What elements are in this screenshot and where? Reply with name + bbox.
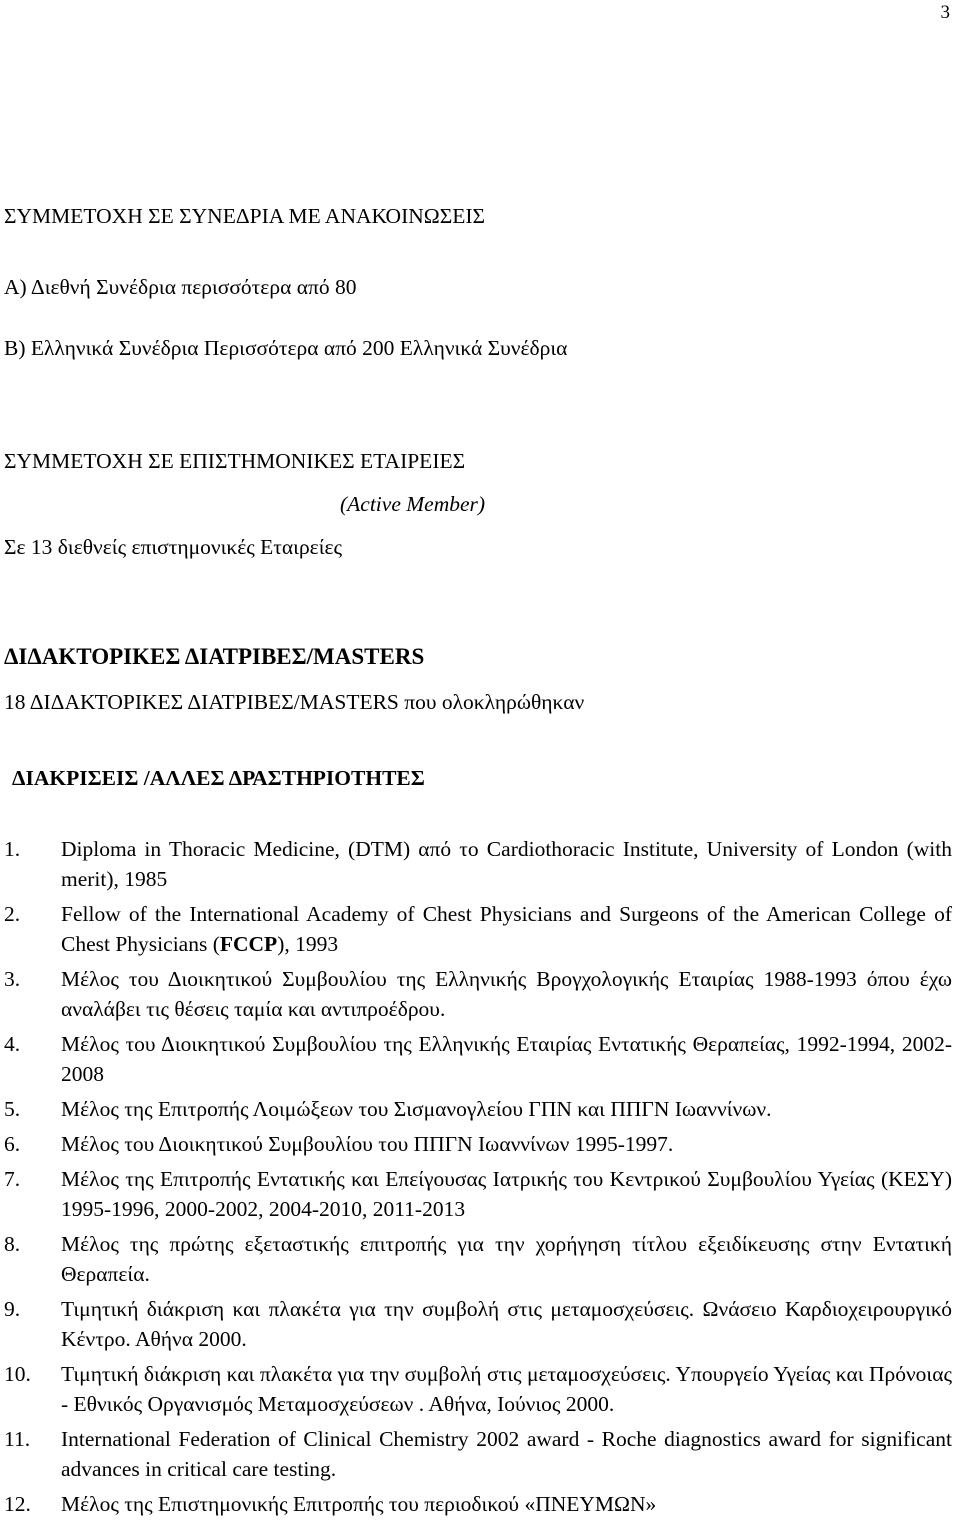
list-item [4, 1424, 952, 1484]
item-number: 5. [4, 1097, 21, 1121]
list-item [4, 964, 952, 1024]
list-item [4, 1129, 952, 1159]
item-number: 6. [4, 1132, 21, 1156]
item-text: Μέλος της Επιτροπής Λοιμώξεων του Σισμανογλείου ΓΠΝ και ΠΠΓΝ Ιωαννίνων. [61, 1097, 772, 1121]
item-number: 9. [4, 1297, 21, 1321]
page-number: 3 [940, 2, 950, 23]
item-text: Μέλος του Διοικητικού Συμβουλίου της Ελληνικής Εταιρίας Εντατικής Θεραπείας, 1992-1994, 2002-2008 [61, 1032, 952, 1086]
list-item [4, 1294, 952, 1354]
active-member-note: (Active Member) [340, 492, 486, 516]
item-text: Diploma in Thoracic Medicine, (DTM) από το Cardiothoracic Institute, University of London (with merit), 1985 [61, 837, 952, 891]
item-number: 2. [4, 902, 21, 926]
item-text: Μέλος του Διοικητικού Συμβουλίου της Ελληνικής Βρογχολογικής Εταιρίας 1988-1993 όπου έχω αναλάβει τις θέσεις ταμία και αντιπροέδρου. [61, 967, 952, 1021]
fccp-abbrev: FCCP [219, 932, 278, 956]
greek-conferences-line: Β) Ελληνικά Συνέδρια Περισσότερα από 200 Ελληνικά Συνέδρια [4, 336, 568, 360]
list-item [4, 1029, 952, 1089]
list-item [4, 834, 952, 894]
item-number: 3. [4, 967, 21, 991]
theses-line: 18 ΔΙΔΑΚΤΟΡΙΚΕΣ ΔΙΑΤΡΙΒΕΣ/MASTERS που ολοκληρώθηκαν [4, 690, 585, 714]
list-item [4, 1164, 952, 1224]
item-text: Μέλος της Επιτροπής Εντατικής και Επείγουσας Ιατρικής του Κεντρικού Συμβουλίου Υγείας (ΚΕΣΥ) 1995-1996, 2000-2002, 2004-2010, 2011-2013 [61, 1167, 952, 1221]
distinctions-heading: ΔΙΑΚΡΙΣΕΙΣ /ΑΛΛΕΣ ΔΡΑΣΤΗΡΙΟΤΗΤΕΣ [12, 766, 425, 790]
international-conferences-line: Α) Διεθνή Συνέδρια περισσότερα από 80 [4, 275, 357, 299]
societies-heading: ΣΥΜΜΕΤΟΧΗ ΣΕ ΕΠΙΣΤΗΜΟΝΙΚΕΣ ΕΤΑΙΡΕΙΕΣ [4, 449, 466, 473]
item-text: Μέλος του Διοικητικού Συμβουλίου του ΠΠΓΝ Ιωαννίνων 1995-1997. [61, 1132, 674, 1156]
item-text: International Federation of Clinical Chemistry 2002 award - Roche diagnostics award for significant advances in critical care testing. [61, 1427, 952, 1481]
item-number: 4. [4, 1032, 21, 1056]
theses-heading: ΔΙΔΑΚΤΟΡΙΚΕΣ ΔΙΑΤΡΙΒΕΣ/MASTERS [4, 644, 425, 669]
item-text: Μέλος της πρώτης εξεταστικής επιτροπής για την χορήγηση τίτλου εξειδίκευσης στην Εντατική Θεραπεία. [61, 1232, 952, 1286]
conferences-heading: ΣΥΜΜΕΤΟΧΗ ΣΕ ΣΥΝΕΔΡΙΑ ΜΕ ΑΝΑΚΟΙΝΩΣΕΙΣ [4, 204, 486, 228]
list-item [4, 1359, 952, 1419]
item-text: Μέλος της Επιστημονικής Επιτροπής του περιοδικού «ΠΝΕΥΜΩΝ» [61, 1492, 657, 1516]
list-item [4, 1094, 952, 1124]
item-number: 7. [4, 1167, 21, 1191]
list-item [4, 1489, 952, 1519]
item-number: 10. [4, 1362, 31, 1386]
societies-line: Σε 13 διεθνείς επιστημονικές Εταιρείες [4, 535, 343, 559]
distinctions-list [4, 834, 952, 1524]
item-text: Fellow of the International Academy of Chest Physicians and Surgeons of the American College of Chest Physicians (FCCP), 1993 [61, 902, 952, 956]
item-number: 12. [4, 1492, 31, 1516]
item-text: Τιμητική διάκριση και πλακέτα για την συμβολή στις μεταμοσχεύσεις. Υπουργείο Υγείας και Πρόνοιας - Εθνικός Οργανισμός Μεταμοσχεύσεων . Αθήνα, Ιούνιος 2000. [61, 1362, 952, 1416]
item-number: 1. [4, 837, 21, 861]
list-item [4, 899, 952, 959]
item-text: Τιμητική διάκριση και πλακέτα για την συμβολή στις μεταμοσχεύσεις. Ωνάσειο Καρδιοχειρουργικό Κέντρο. Αθήνα 2000. [61, 1297, 952, 1351]
item-number: 11. [4, 1427, 31, 1451]
list-item [4, 1229, 952, 1289]
item-number: 8. [4, 1232, 21, 1256]
